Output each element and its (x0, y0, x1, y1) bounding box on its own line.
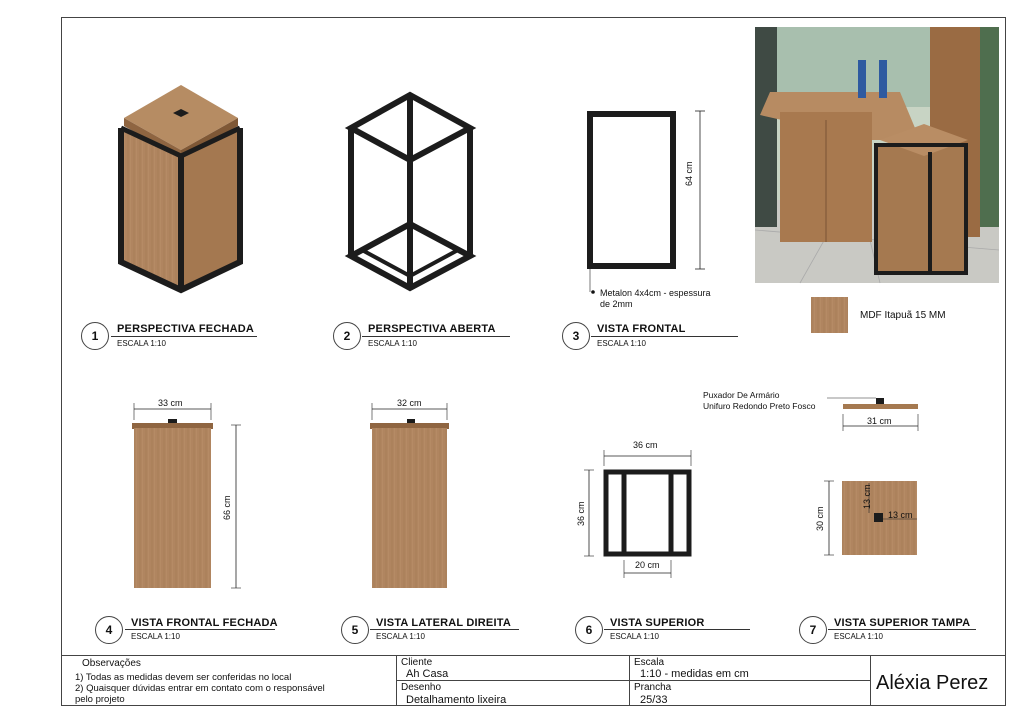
view-scale: ESCALA 1:10 (597, 339, 646, 348)
drawing-value: Detalhamento lixeira (406, 694, 507, 706)
view-title-underline (125, 629, 275, 630)
title-block-top-border (61, 655, 1006, 656)
view-title: PERSPECTIVA ABERTA (368, 323, 496, 335)
dim-superior-width: 36 cm (633, 440, 658, 450)
view-title-underline (362, 336, 510, 337)
front-view-drawing (590, 111, 705, 294)
note-1: 1) Todas as medidas devem ser conferidas no local (75, 672, 292, 683)
view-title: PERSPECTIVA FECHADA (117, 323, 255, 335)
view-title-underline (604, 629, 750, 630)
view-number-badge: 3 (562, 322, 590, 350)
view-title-underline (111, 336, 257, 337)
handle-label-1: Puxador De Armário (703, 390, 780, 400)
dim-frontal-fechada-height: 66 cm (222, 495, 232, 520)
dim-frontal-height: 64 cm (684, 161, 694, 186)
view-title-underline (370, 629, 519, 630)
view-number-badge: 6 (575, 616, 603, 644)
material-label: MDF Itapuã 15 MM (860, 310, 946, 321)
client-label: Cliente (401, 657, 433, 668)
scale-value: 1:10 - medidas em cm (640, 668, 749, 680)
perspective-closed-drawing (121, 85, 240, 290)
divider (396, 680, 870, 681)
view-title: VISTA SUPERIOR (610, 617, 705, 629)
dim-frontal-fechada-width: 33 cm (158, 398, 183, 408)
perspective-open-drawing (351, 95, 470, 288)
view-scale: ESCALA 1:10 (610, 632, 659, 641)
render-photo (755, 27, 999, 283)
dim-lateral-width: 32 cm (397, 398, 422, 408)
handle-label-2: Unifuro Redondo Preto Fosco (703, 401, 816, 411)
note-2: 2) Quaisquer dúvidas entrar em contato com o responsável (75, 683, 325, 694)
view-title: VISTA LATERAL DIREITA (376, 617, 511, 629)
metalon-note-1: Metalon 4x4cm - espessura (600, 288, 711, 298)
drawing-label: Desenho (401, 682, 442, 693)
view-number-badge: 7 (799, 616, 827, 644)
view-title-underline (828, 629, 976, 630)
view-scale: ESCALA 1:10 (368, 339, 417, 348)
scale-label: Escala (634, 657, 665, 668)
view-number-badge: 5 (341, 616, 369, 644)
dim-tampa-offset-h: 13 cm (888, 510, 913, 520)
view-title: VISTA FRONTAL (597, 323, 686, 335)
notes-heading: Observações (82, 658, 141, 669)
dim-superior-depth: 36 cm (576, 501, 586, 526)
top-view-drawing (584, 450, 691, 578)
view-scale: ESCALA 1:10 (376, 632, 425, 641)
dim-tampa-offset-v: 13 cm (862, 484, 872, 509)
view-scale: ESCALA 1:10 (131, 632, 180, 641)
note-3: pelo projeto (75, 694, 125, 705)
view-number-badge: 2 (333, 322, 361, 350)
dim-superior-inner: 20 cm (635, 560, 660, 570)
side-view-drawing (370, 403, 449, 588)
material-swatch (811, 297, 848, 333)
view-number-badge: 4 (95, 616, 123, 644)
dim-lid-width: 31 cm (867, 416, 892, 426)
client-value: Ah Casa (406, 668, 449, 680)
view-title: VISTA FRONTAL FECHADA (131, 617, 278, 629)
metalon-note-2: de 2mm (600, 299, 633, 309)
sheet-label: Prancha (634, 682, 672, 693)
view-title: VISTA SUPERIOR TAMPA (834, 617, 971, 629)
divider (870, 655, 871, 706)
view-scale: ESCALA 1:10 (834, 632, 883, 641)
sheet-value: 25/33 (640, 694, 668, 706)
view-number-badge: 1 (81, 322, 109, 350)
view-title-underline (591, 336, 738, 337)
lid-detail-drawing (827, 398, 918, 431)
dim-tampa-depth: 30 cm (815, 506, 825, 531)
view-scale: ESCALA 1:10 (117, 339, 166, 348)
author-name: Aléxia Perez (876, 672, 989, 694)
